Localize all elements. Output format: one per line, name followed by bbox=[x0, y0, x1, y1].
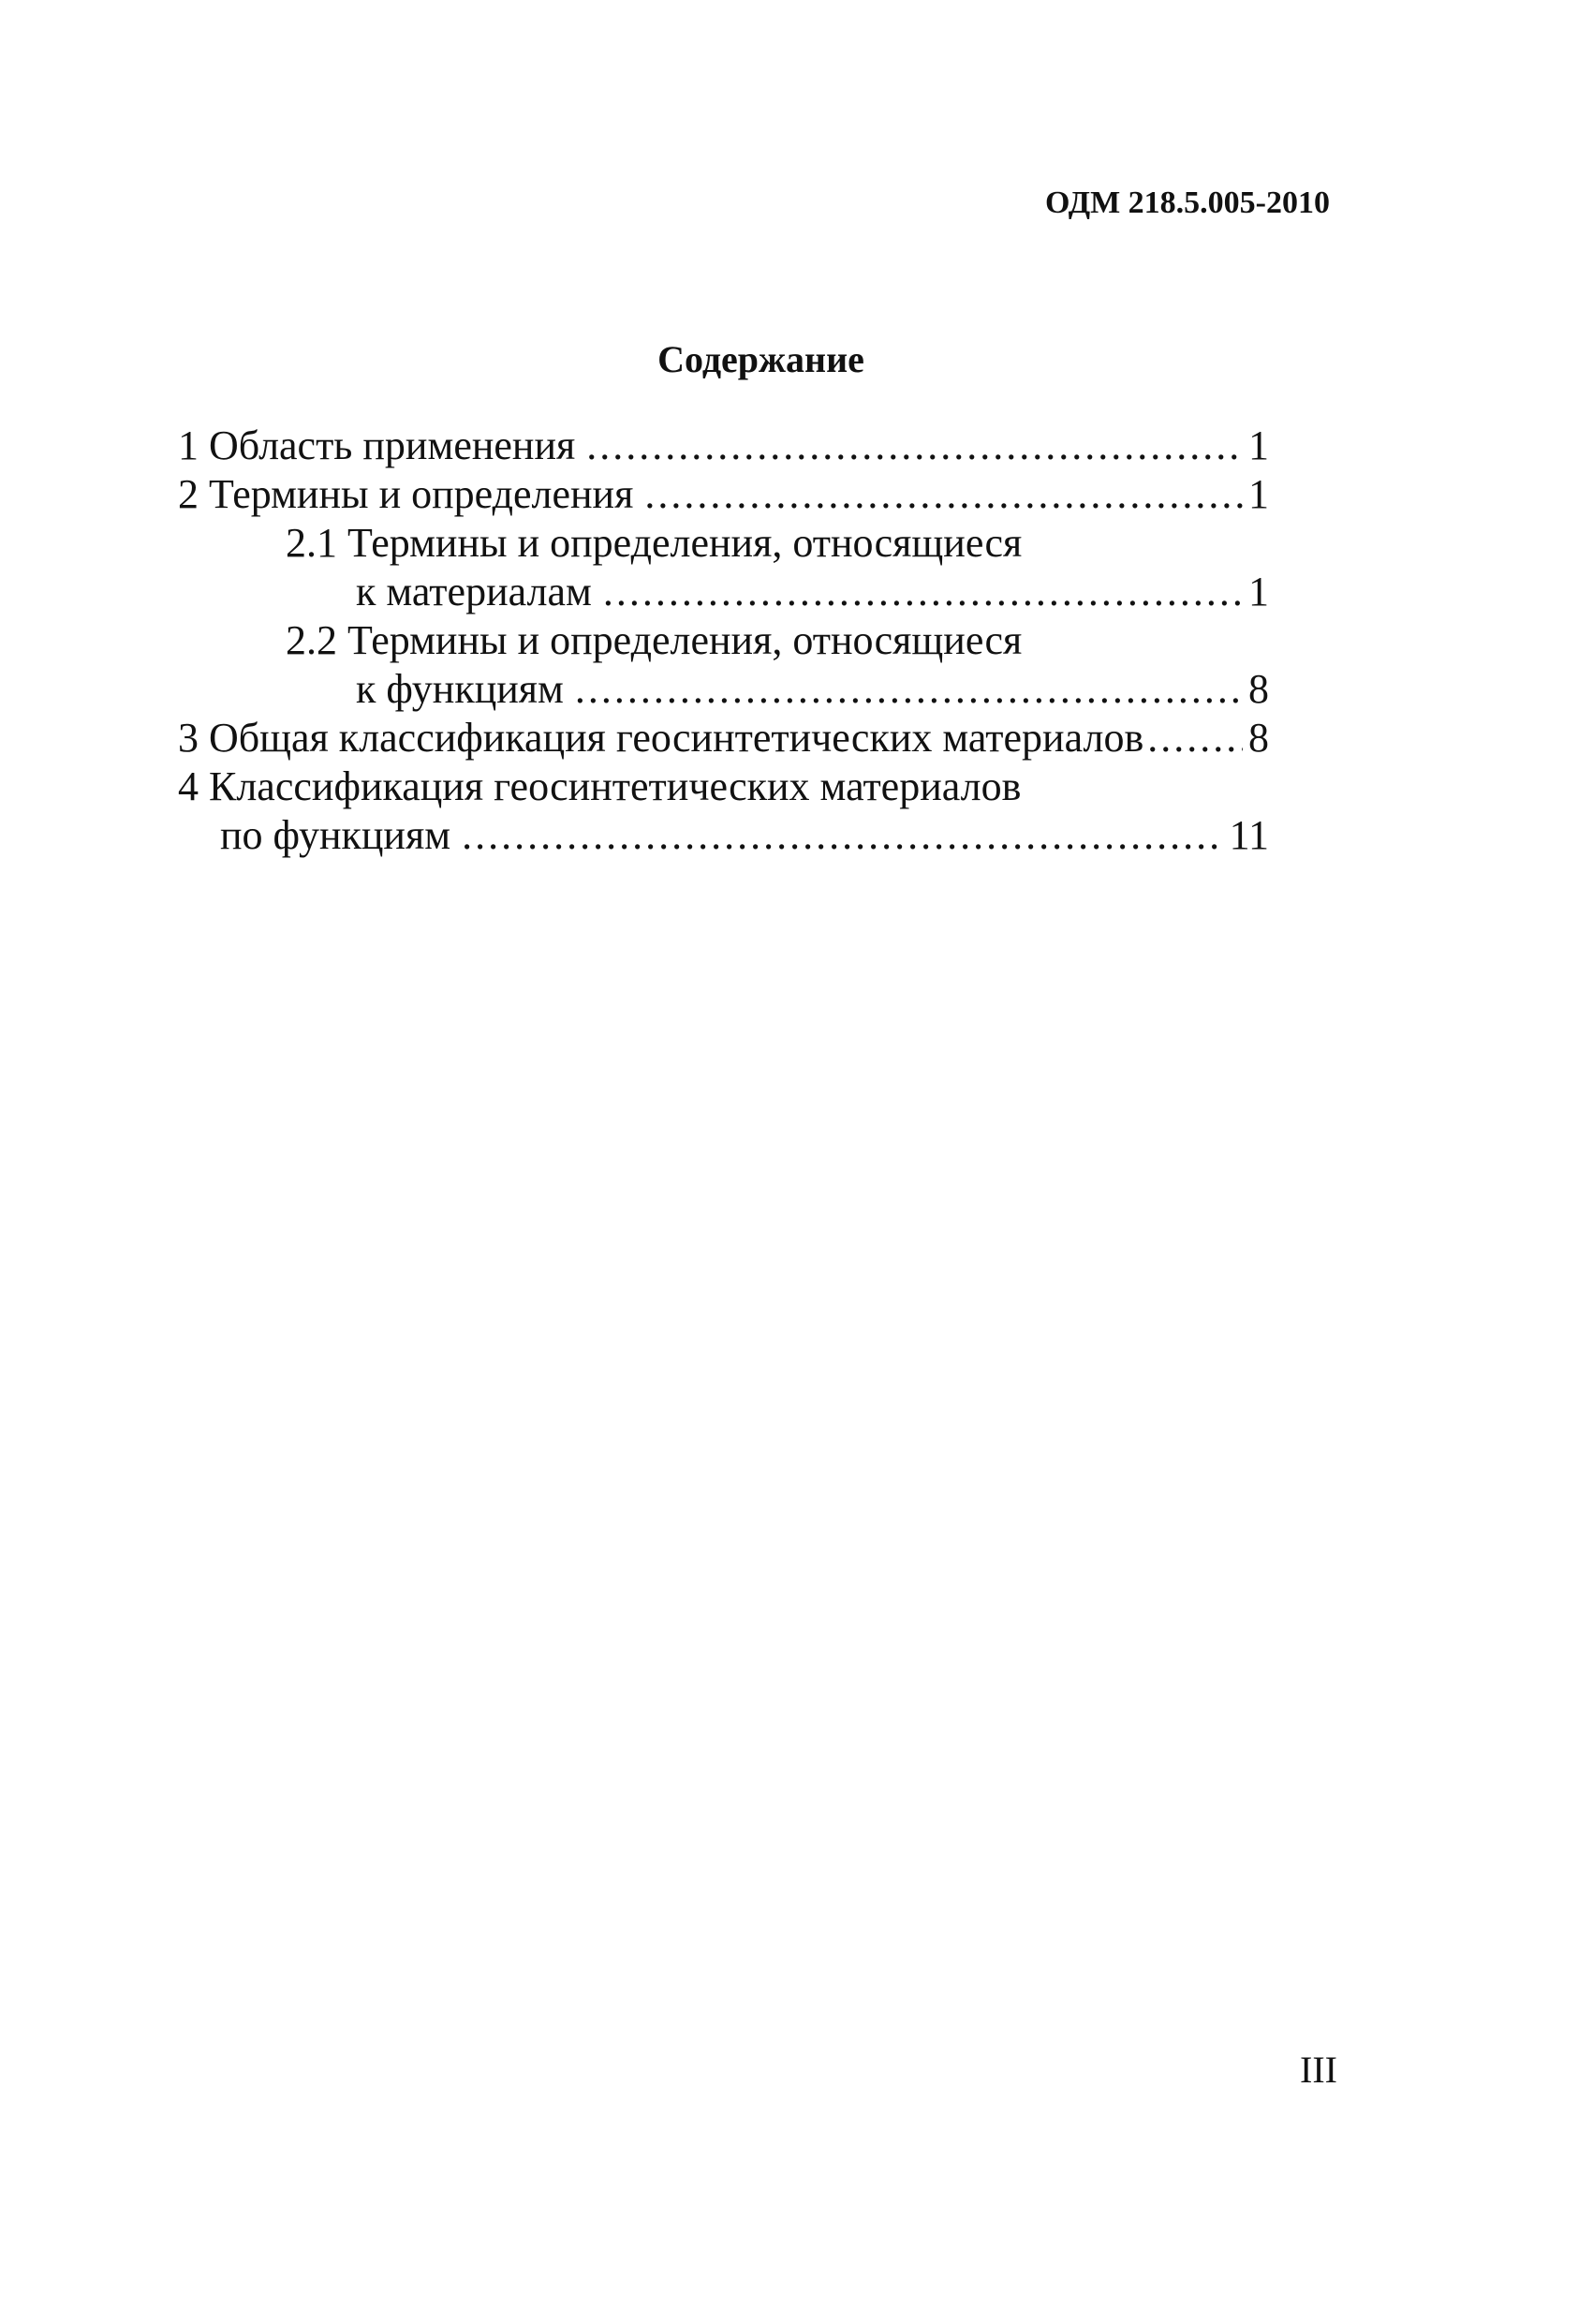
toc-item-2-2[interactable] bbox=[178, 665, 1269, 714]
toc-leader-dots bbox=[1147, 714, 1243, 762]
toc-item-3[interactable] bbox=[178, 714, 1269, 762]
toc-item-label: 1 Область применения bbox=[178, 422, 576, 468]
toc-leader-dots bbox=[575, 665, 1243, 714]
toc-item-page: 8 bbox=[1248, 666, 1269, 712]
toc-item-2-2-heading[interactable] bbox=[178, 616, 1269, 665]
toc-item-label: 2 Термины и определения bbox=[178, 471, 634, 517]
toc-item-page: 1 bbox=[1248, 471, 1269, 517]
toc-item-page: 11 bbox=[1229, 812, 1269, 858]
toc-leader-dots bbox=[644, 470, 1243, 519]
toc-item-label: по функциям bbox=[220, 812, 451, 858]
toc-item-label: к функциям bbox=[356, 666, 564, 712]
toc-item-2[interactable] bbox=[178, 470, 1269, 519]
toc-item-2-1-heading[interactable] bbox=[178, 519, 1269, 568]
table-of-contents bbox=[178, 422, 1269, 860]
toc-item-4[interactable] bbox=[178, 811, 1269, 860]
toc-leader-dots bbox=[603, 568, 1243, 616]
toc-item-page: 8 bbox=[1248, 715, 1269, 761]
toc-item-2-1[interactable] bbox=[178, 568, 1269, 616]
toc-item-page: 1 bbox=[1248, 569, 1269, 614]
toc-item-label: к материалам bbox=[356, 569, 592, 614]
toc-item-label: 2.2 Термины и определения, относящиеся bbox=[286, 617, 1023, 663]
toc-item-label: 4 Классификация геосинтетических материалов bbox=[178, 763, 1022, 809]
toc-title: Содержание bbox=[657, 338, 864, 380]
toc-item-label: 3 Общая классификация геосинтетических материалов bbox=[178, 715, 1144, 761]
toc-leader-dots bbox=[586, 422, 1243, 470]
toc-item-4-heading[interactable] bbox=[178, 762, 1269, 811]
document-code: ОДМ 218.5.005-2010 bbox=[1044, 185, 1330, 220]
toc-leader-dots bbox=[462, 811, 1224, 860]
toc-item-page: 1 bbox=[1248, 422, 1269, 468]
toc-item-label: 2.1 Термины и определения, относящиеся bbox=[286, 520, 1023, 566]
toc-item-1[interactable] bbox=[178, 422, 1269, 470]
page-number: III bbox=[1300, 2049, 1337, 2091]
